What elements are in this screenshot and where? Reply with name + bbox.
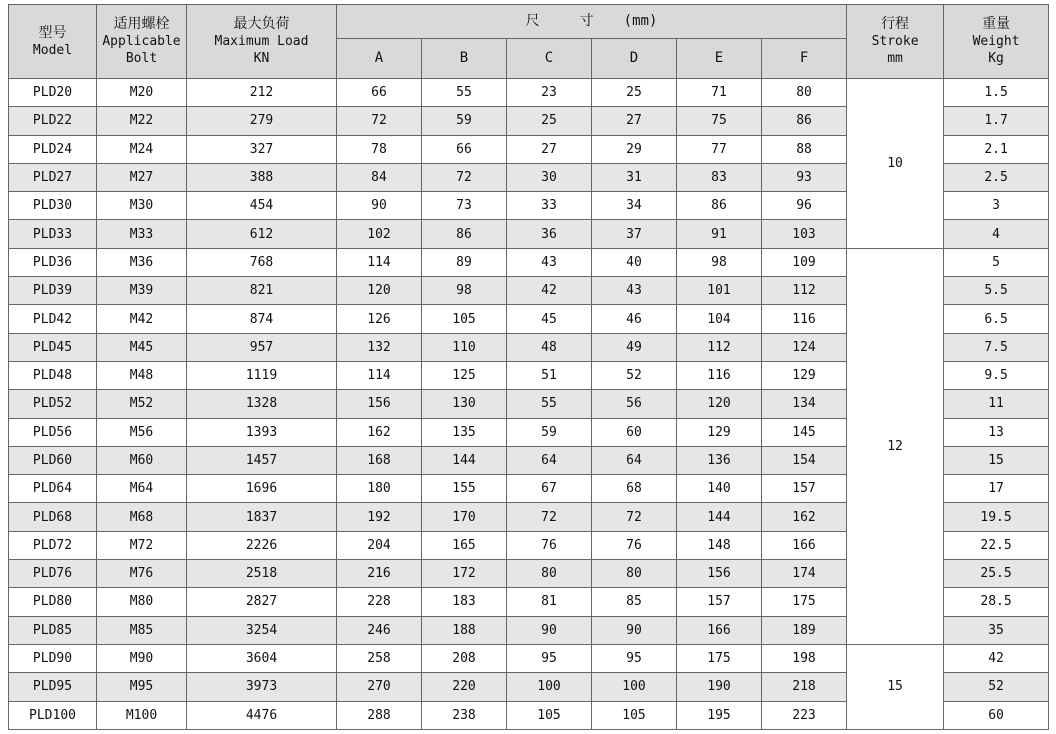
- cell-dim-a: 72: [337, 107, 422, 135]
- cell-bolt: M100: [97, 701, 187, 729]
- cell-dim-b: 220: [422, 673, 507, 701]
- cell-weight: 2.5: [944, 163, 1049, 191]
- header-model: [9, 5, 97, 79]
- cell-model: PLD33: [9, 220, 97, 248]
- cell-dim-c: 33: [507, 192, 592, 220]
- cell-weight: 42: [944, 644, 1049, 672]
- cell-dim-d: 27: [592, 107, 677, 135]
- cell-model: PLD60: [9, 446, 97, 474]
- header-weight: [944, 5, 1049, 79]
- header-bolt-cn: 适用螺栓: [113, 16, 170, 32]
- cell-bolt: M76: [97, 560, 187, 588]
- cell-dim-e: 195: [677, 701, 762, 729]
- cell-max-load: 388: [187, 163, 337, 191]
- cell-dim-c: 105: [507, 701, 592, 729]
- cell-dim-c: 59: [507, 418, 592, 446]
- cell-bolt: M85: [97, 616, 187, 644]
- cell-bolt: M56: [97, 418, 187, 446]
- cell-bolt: M42: [97, 305, 187, 333]
- cell-dim-c: 55: [507, 390, 592, 418]
- table-row: [9, 79, 1049, 107]
- cell-dim-c: 30: [507, 163, 592, 191]
- spec-table: [8, 4, 1049, 730]
- cell-max-load: 874: [187, 305, 337, 333]
- cell-stroke: 15: [847, 644, 944, 729]
- cell-dim-c: 51: [507, 361, 592, 389]
- header-dim-e: E: [677, 39, 762, 79]
- cell-dim-a: 132: [337, 333, 422, 361]
- cell-dim-d: 37: [592, 220, 677, 248]
- cell-dim-a: 102: [337, 220, 422, 248]
- cell-weight: 9.5: [944, 361, 1049, 389]
- cell-max-load: 821: [187, 277, 337, 305]
- header-bolt-en-2: Bolt: [125, 51, 158, 66]
- header-dim-char-1: 尺: [525, 13, 542, 29]
- cell-dim-f: 112: [762, 277, 847, 305]
- cell-dim-b: 89: [422, 248, 507, 276]
- cell-weight: 60: [944, 701, 1049, 729]
- cell-dim-e: 144: [677, 503, 762, 531]
- cell-model: PLD52: [9, 390, 97, 418]
- cell-dim-e: 98: [677, 248, 762, 276]
- cell-dim-d: 34: [592, 192, 677, 220]
- cell-model: PLD76: [9, 560, 97, 588]
- cell-dim-c: 80: [507, 560, 592, 588]
- cell-dim-c: 81: [507, 588, 592, 616]
- cell-model: PLD20: [9, 79, 97, 107]
- cell-dim-a: 156: [337, 390, 422, 418]
- cell-dim-e: 136: [677, 446, 762, 474]
- cell-max-load: 3973: [187, 673, 337, 701]
- cell-dim-d: 60: [592, 418, 677, 446]
- cell-dim-e: 129: [677, 418, 762, 446]
- cell-dim-c: 76: [507, 531, 592, 559]
- cell-max-load: 612: [187, 220, 337, 248]
- cell-dim-c: 42: [507, 277, 592, 305]
- cell-dim-b: 208: [422, 644, 507, 672]
- header-dim-f: F: [762, 39, 847, 79]
- cell-dim-e: 112: [677, 333, 762, 361]
- cell-dim-e: 77: [677, 135, 762, 163]
- cell-dim-b: 59: [422, 107, 507, 135]
- cell-max-load: 1328: [187, 390, 337, 418]
- cell-weight: 25.5: [944, 560, 1049, 588]
- cell-bolt: M20: [97, 79, 187, 107]
- cell-bolt: M95: [97, 673, 187, 701]
- cell-model: PLD22: [9, 107, 97, 135]
- cell-dim-b: 110: [422, 333, 507, 361]
- cell-dim-d: 72: [592, 503, 677, 531]
- cell-dim-e: 91: [677, 220, 762, 248]
- cell-dim-b: 172: [422, 560, 507, 588]
- table-row: [9, 644, 1049, 672]
- cell-dim-f: 223: [762, 701, 847, 729]
- cell-max-load: 1837: [187, 503, 337, 531]
- cell-bolt: M72: [97, 531, 187, 559]
- cell-max-load: 768: [187, 248, 337, 276]
- cell-dim-a: 204: [337, 531, 422, 559]
- cell-dim-d: 85: [592, 588, 677, 616]
- cell-model: PLD24: [9, 135, 97, 163]
- cell-dim-c: 43: [507, 248, 592, 276]
- cell-dim-d: 80: [592, 560, 677, 588]
- cell-dim-e: 148: [677, 531, 762, 559]
- cell-max-load: 3254: [187, 616, 337, 644]
- cell-dim-c: 23: [507, 79, 592, 107]
- cell-max-load: 2518: [187, 560, 337, 588]
- cell-dim-c: 72: [507, 503, 592, 531]
- header-dim-char-2: 寸: [579, 13, 596, 29]
- cell-model: PLD64: [9, 475, 97, 503]
- cell-model: PLD72: [9, 531, 97, 559]
- cell-dim-d: 31: [592, 163, 677, 191]
- cell-bolt: M36: [97, 248, 187, 276]
- header-dim-c: C: [507, 39, 592, 79]
- cell-weight: 15: [944, 446, 1049, 474]
- cell-dim-c: 64: [507, 446, 592, 474]
- header-stroke-unit: mm: [887, 51, 903, 66]
- cell-dim-f: 129: [762, 361, 847, 389]
- cell-dim-b: 73: [422, 192, 507, 220]
- table-body: [9, 79, 1049, 730]
- cell-dim-e: 116: [677, 361, 762, 389]
- cell-model: PLD27: [9, 163, 97, 191]
- cell-bolt: M22: [97, 107, 187, 135]
- cell-dim-a: 114: [337, 248, 422, 276]
- cell-dim-a: 270: [337, 673, 422, 701]
- header-model-en: Model: [32, 42, 73, 58]
- cell-dim-e: 75: [677, 107, 762, 135]
- cell-weight: 22.5: [944, 531, 1049, 559]
- cell-dim-e: 190: [677, 673, 762, 701]
- cell-stroke: 10: [847, 79, 944, 249]
- header-weight-en: Weight: [972, 34, 1020, 49]
- cell-weight: 11: [944, 390, 1049, 418]
- cell-dim-a: 66: [337, 79, 422, 107]
- cell-max-load: 1119: [187, 361, 337, 389]
- cell-weight: 5.5: [944, 277, 1049, 305]
- cell-dim-f: 124: [762, 333, 847, 361]
- header-bolt-en-1: Applicable: [102, 34, 181, 49]
- cell-dim-f: 93: [762, 163, 847, 191]
- cell-bolt: M30: [97, 192, 187, 220]
- cell-dim-d: 76: [592, 531, 677, 559]
- header-dim-b: B: [422, 39, 507, 79]
- cell-model: PLD56: [9, 418, 97, 446]
- cell-max-load: 1393: [187, 418, 337, 446]
- cell-weight: 3: [944, 192, 1049, 220]
- cell-dim-f: 174: [762, 560, 847, 588]
- cell-dim-b: 86: [422, 220, 507, 248]
- cell-weight: 52: [944, 673, 1049, 701]
- cell-dim-e: 166: [677, 616, 762, 644]
- cell-dim-a: 192: [337, 503, 422, 531]
- cell-dim-d: 40: [592, 248, 677, 276]
- cell-dim-f: 109: [762, 248, 847, 276]
- header-load-unit: KN: [253, 51, 270, 66]
- cell-dim-a: 126: [337, 305, 422, 333]
- cell-dim-c: 27: [507, 135, 592, 163]
- cell-dim-a: 162: [337, 418, 422, 446]
- cell-dim-b: 170: [422, 503, 507, 531]
- cell-dim-b: 135: [422, 418, 507, 446]
- cell-dim-c: 48: [507, 333, 592, 361]
- cell-weight: 17: [944, 475, 1049, 503]
- cell-dim-c: 45: [507, 305, 592, 333]
- cell-dim-a: 180: [337, 475, 422, 503]
- cell-dim-c: 25: [507, 107, 592, 135]
- header-stroke: [847, 5, 944, 79]
- cell-max-load: 327: [187, 135, 337, 163]
- cell-dim-a: 168: [337, 446, 422, 474]
- cell-dim-a: 78: [337, 135, 422, 163]
- cell-model: PLD68: [9, 503, 97, 531]
- cell-dim-a: 228: [337, 588, 422, 616]
- cell-weight: 19.5: [944, 503, 1049, 531]
- cell-dim-f: 218: [762, 673, 847, 701]
- cell-dim-b: 188: [422, 616, 507, 644]
- cell-max-load: 1696: [187, 475, 337, 503]
- table-header: [9, 5, 1049, 79]
- cell-max-load: 3604: [187, 644, 337, 672]
- cell-weight: 6.5: [944, 305, 1049, 333]
- header-dim-unit: (mm): [623, 13, 658, 29]
- cell-model: PLD90: [9, 644, 97, 672]
- cell-dim-d: 95: [592, 644, 677, 672]
- cell-dim-d: 64: [592, 446, 677, 474]
- cell-dim-a: 246: [337, 616, 422, 644]
- cell-dim-a: 258: [337, 644, 422, 672]
- header-bolt: [97, 5, 187, 79]
- cell-dim-c: 36: [507, 220, 592, 248]
- cell-dim-e: 104: [677, 305, 762, 333]
- cell-bolt: M45: [97, 333, 187, 361]
- cell-dim-e: 175: [677, 644, 762, 672]
- cell-model: PLD30: [9, 192, 97, 220]
- cell-dim-e: 71: [677, 79, 762, 107]
- header-dimensions: [337, 5, 847, 39]
- header-model-cn: 型号: [38, 24, 67, 41]
- cell-dim-b: 55: [422, 79, 507, 107]
- cell-dim-f: 116: [762, 305, 847, 333]
- cell-dim-f: 175: [762, 588, 847, 616]
- cell-dim-b: 155: [422, 475, 507, 503]
- cell-dim-e: 86: [677, 192, 762, 220]
- cell-model: PLD36: [9, 248, 97, 276]
- cell-max-load: 212: [187, 79, 337, 107]
- cell-bolt: M24: [97, 135, 187, 163]
- cell-max-load: 279: [187, 107, 337, 135]
- cell-weight: 5: [944, 248, 1049, 276]
- cell-dim-f: 86: [762, 107, 847, 135]
- cell-bolt: M80: [97, 588, 187, 616]
- cell-dim-b: 130: [422, 390, 507, 418]
- cell-dim-b: 98: [422, 277, 507, 305]
- cell-dim-c: 90: [507, 616, 592, 644]
- cell-dim-c: 95: [507, 644, 592, 672]
- cell-dim-f: 103: [762, 220, 847, 248]
- cell-dim-b: 125: [422, 361, 507, 389]
- cell-weight: 2.1: [944, 135, 1049, 163]
- cell-dim-b: 238: [422, 701, 507, 729]
- header-stroke-cn: 行程: [881, 16, 910, 32]
- cell-dim-d: 49: [592, 333, 677, 361]
- header-load: [187, 5, 337, 79]
- cell-stroke: 12: [847, 248, 944, 644]
- cell-max-load: 1457: [187, 446, 337, 474]
- cell-max-load: 2226: [187, 531, 337, 559]
- cell-dim-d: 52: [592, 361, 677, 389]
- cell-bolt: M90: [97, 644, 187, 672]
- cell-dim-f: 157: [762, 475, 847, 503]
- cell-dim-a: 288: [337, 701, 422, 729]
- cell-max-load: 957: [187, 333, 337, 361]
- cell-model: PLD85: [9, 616, 97, 644]
- cell-dim-d: 29: [592, 135, 677, 163]
- cell-dim-b: 105: [422, 305, 507, 333]
- cell-dim-f: 162: [762, 503, 847, 531]
- cell-dim-d: 43: [592, 277, 677, 305]
- cell-model: PLD45: [9, 333, 97, 361]
- header-stroke-en: Stroke: [871, 34, 919, 49]
- cell-dim-d: 105: [592, 701, 677, 729]
- cell-max-load: 4476: [187, 701, 337, 729]
- cell-dim-e: 140: [677, 475, 762, 503]
- cell-dim-f: 189: [762, 616, 847, 644]
- cell-weight: 4: [944, 220, 1049, 248]
- cell-weight: 35: [944, 616, 1049, 644]
- cell-bolt: M39: [97, 277, 187, 305]
- cell-dim-c: 100: [507, 673, 592, 701]
- cell-dim-b: 183: [422, 588, 507, 616]
- cell-dim-e: 157: [677, 588, 762, 616]
- cell-model: PLD95: [9, 673, 97, 701]
- cell-dim-b: 72: [422, 163, 507, 191]
- cell-dim-d: 68: [592, 475, 677, 503]
- cell-dim-f: 96: [762, 192, 847, 220]
- cell-dim-b: 165: [422, 531, 507, 559]
- cell-dim-d: 100: [592, 673, 677, 701]
- header-load-en: Maximum Load: [214, 34, 309, 49]
- cell-bolt: M60: [97, 446, 187, 474]
- cell-dim-f: 145: [762, 418, 847, 446]
- cell-weight: 28.5: [944, 588, 1049, 616]
- cell-dim-e: 120: [677, 390, 762, 418]
- cell-dim-a: 114: [337, 361, 422, 389]
- header-weight-cn: 重量: [982, 16, 1011, 32]
- cell-bolt: M52: [97, 390, 187, 418]
- cell-dim-f: 198: [762, 644, 847, 672]
- cell-model: PLD80: [9, 588, 97, 616]
- cell-dim-f: 166: [762, 531, 847, 559]
- cell-dim-d: 46: [592, 305, 677, 333]
- cell-weight: 1.5: [944, 79, 1049, 107]
- cell-weight: 1.7: [944, 107, 1049, 135]
- cell-dim-f: 134: [762, 390, 847, 418]
- cell-max-load: 2827: [187, 588, 337, 616]
- cell-dim-f: 88: [762, 135, 847, 163]
- cell-dim-d: 90: [592, 616, 677, 644]
- cell-max-load: 454: [187, 192, 337, 220]
- cell-dim-d: 56: [592, 390, 677, 418]
- header-load-cn: 最大负荷: [233, 16, 290, 32]
- cell-dim-a: 90: [337, 192, 422, 220]
- header-weight-unit: Kg: [988, 51, 1004, 66]
- cell-bolt: M48: [97, 361, 187, 389]
- cell-model: PLD48: [9, 361, 97, 389]
- cell-weight: 13: [944, 418, 1049, 446]
- cell-dim-a: 84: [337, 163, 422, 191]
- cell-dim-b: 66: [422, 135, 507, 163]
- cell-bolt: M64: [97, 475, 187, 503]
- cell-dim-f: 80: [762, 79, 847, 107]
- cell-dim-a: 216: [337, 560, 422, 588]
- cell-bolt: M27: [97, 163, 187, 191]
- cell-dim-e: 156: [677, 560, 762, 588]
- cell-model: PLD100: [9, 701, 97, 729]
- cell-dim-a: 120: [337, 277, 422, 305]
- cell-dim-e: 83: [677, 163, 762, 191]
- header-dim-a: A: [337, 39, 422, 79]
- cell-bolt: M68: [97, 503, 187, 531]
- cell-dim-d: 25: [592, 79, 677, 107]
- header-dim-d: D: [592, 39, 677, 79]
- cell-dim-b: 144: [422, 446, 507, 474]
- cell-bolt: M33: [97, 220, 187, 248]
- cell-weight: 7.5: [944, 333, 1049, 361]
- table-row: [9, 248, 1049, 276]
- cell-model: PLD39: [9, 277, 97, 305]
- cell-dim-f: 154: [762, 446, 847, 474]
- cell-dim-e: 101: [677, 277, 762, 305]
- cell-dim-c: 67: [507, 475, 592, 503]
- cell-model: PLD42: [9, 305, 97, 333]
